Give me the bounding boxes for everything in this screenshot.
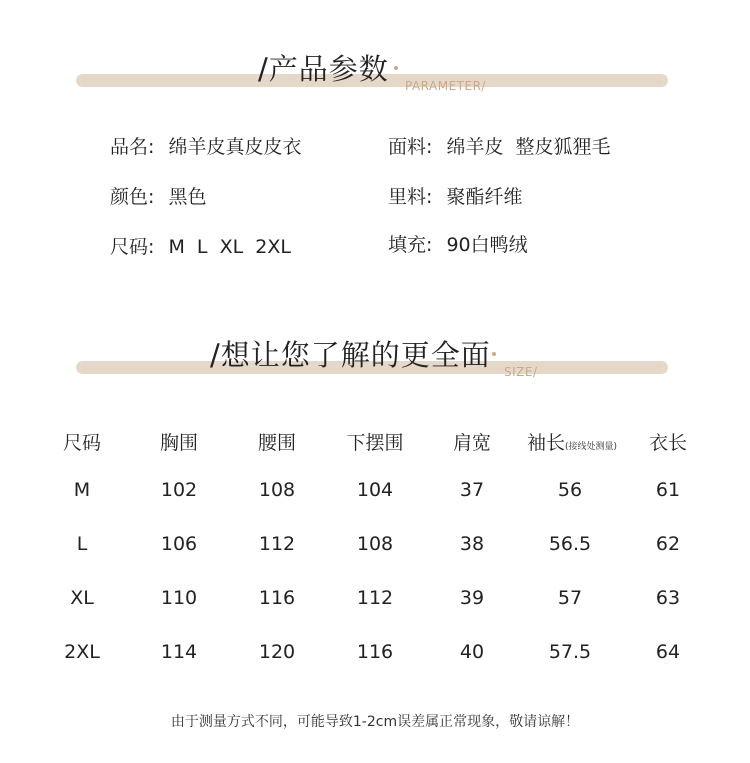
table-cell: 39 xyxy=(459,587,485,609)
table-cell: 102 xyxy=(160,479,198,501)
size-header-cell: 胸围 xyxy=(159,432,198,454)
table-cell: 61 xyxy=(655,479,681,501)
size-header-cell: 肩宽 xyxy=(452,432,491,454)
param-label: 尺码: xyxy=(110,236,155,258)
table-cell: 112 xyxy=(356,587,394,609)
param-name xyxy=(110,138,301,157)
table-cell: 120 xyxy=(258,641,296,663)
table-cell: 64 xyxy=(655,641,681,663)
measurement-disclaimer: 由于测量方式不同，可能导致1-2cm误差属正常现象，敬请谅解！ xyxy=(170,714,580,730)
table-cell: 40 xyxy=(459,641,485,663)
param-color xyxy=(110,188,206,207)
table-cell: 106 xyxy=(160,533,198,555)
table-cell: 108 xyxy=(356,533,394,555)
param-label: 填充: xyxy=(388,234,433,256)
table-cell: 110 xyxy=(160,587,198,609)
param-value: 绵羊皮 整皮狐狸毛 xyxy=(446,136,611,158)
table-cell: 37 xyxy=(459,479,485,501)
param-fabric xyxy=(388,138,611,157)
param-label: 颜色: xyxy=(110,186,155,208)
table-cell: 63 xyxy=(655,587,681,609)
param-label: 面料: xyxy=(388,136,433,158)
table-cell: 57 xyxy=(557,587,583,609)
parameter-section-subtitle: PARAMETER/ xyxy=(405,79,486,93)
table-cell: 112 xyxy=(258,533,296,555)
decorative-dot xyxy=(394,66,398,70)
param-label: 品名: xyxy=(110,136,155,158)
parameter-section-header xyxy=(0,52,750,112)
size-header-cell: 尺码 xyxy=(62,432,101,454)
param-value: 绵羊皮真皮皮衣 xyxy=(168,136,302,158)
table-cell: 108 xyxy=(258,479,296,501)
size-section-header xyxy=(0,338,750,398)
param-label: 里料: xyxy=(388,186,433,208)
table-cell: 56.5 xyxy=(548,533,592,555)
table-cell: 38 xyxy=(459,533,485,555)
param-lining xyxy=(388,188,522,207)
table-cell: 104 xyxy=(356,479,394,501)
param-value: 聚酯纤维 xyxy=(446,186,523,208)
table-cell: 114 xyxy=(160,641,198,663)
table-cell: 2XL xyxy=(64,641,100,663)
size-header-cell: 下摆围 xyxy=(346,432,404,454)
table-cell: 62 xyxy=(655,533,681,555)
table-cell: 57.5 xyxy=(548,641,592,663)
size-section-subtitle: SIZE/ xyxy=(504,365,538,379)
size-header-cell: 衣长 xyxy=(648,432,687,454)
param-value: M L XL 2XL xyxy=(168,236,291,258)
param-size xyxy=(110,238,291,257)
size-header-cell: 腰围 xyxy=(257,432,296,454)
size-section-title: /想让您了解的更全面 xyxy=(210,338,491,372)
table-cell: 56 xyxy=(557,479,583,501)
decorative-dot xyxy=(492,352,496,356)
parameter-section-title: /产品参数 xyxy=(258,52,389,86)
table-cell: L xyxy=(76,533,88,555)
sleeve-measure-note: (接线处测量) xyxy=(565,442,618,452)
param-filling xyxy=(388,236,528,255)
table-cell: M xyxy=(73,479,91,501)
param-value: 黑色 xyxy=(168,186,207,208)
sleeve-header-label: 袖长 xyxy=(527,432,566,454)
param-value: 90白鸭绒 xyxy=(446,234,528,256)
table-cell: 116 xyxy=(258,587,296,609)
table-cell: XL xyxy=(70,587,94,609)
table-cell: 116 xyxy=(356,641,394,663)
